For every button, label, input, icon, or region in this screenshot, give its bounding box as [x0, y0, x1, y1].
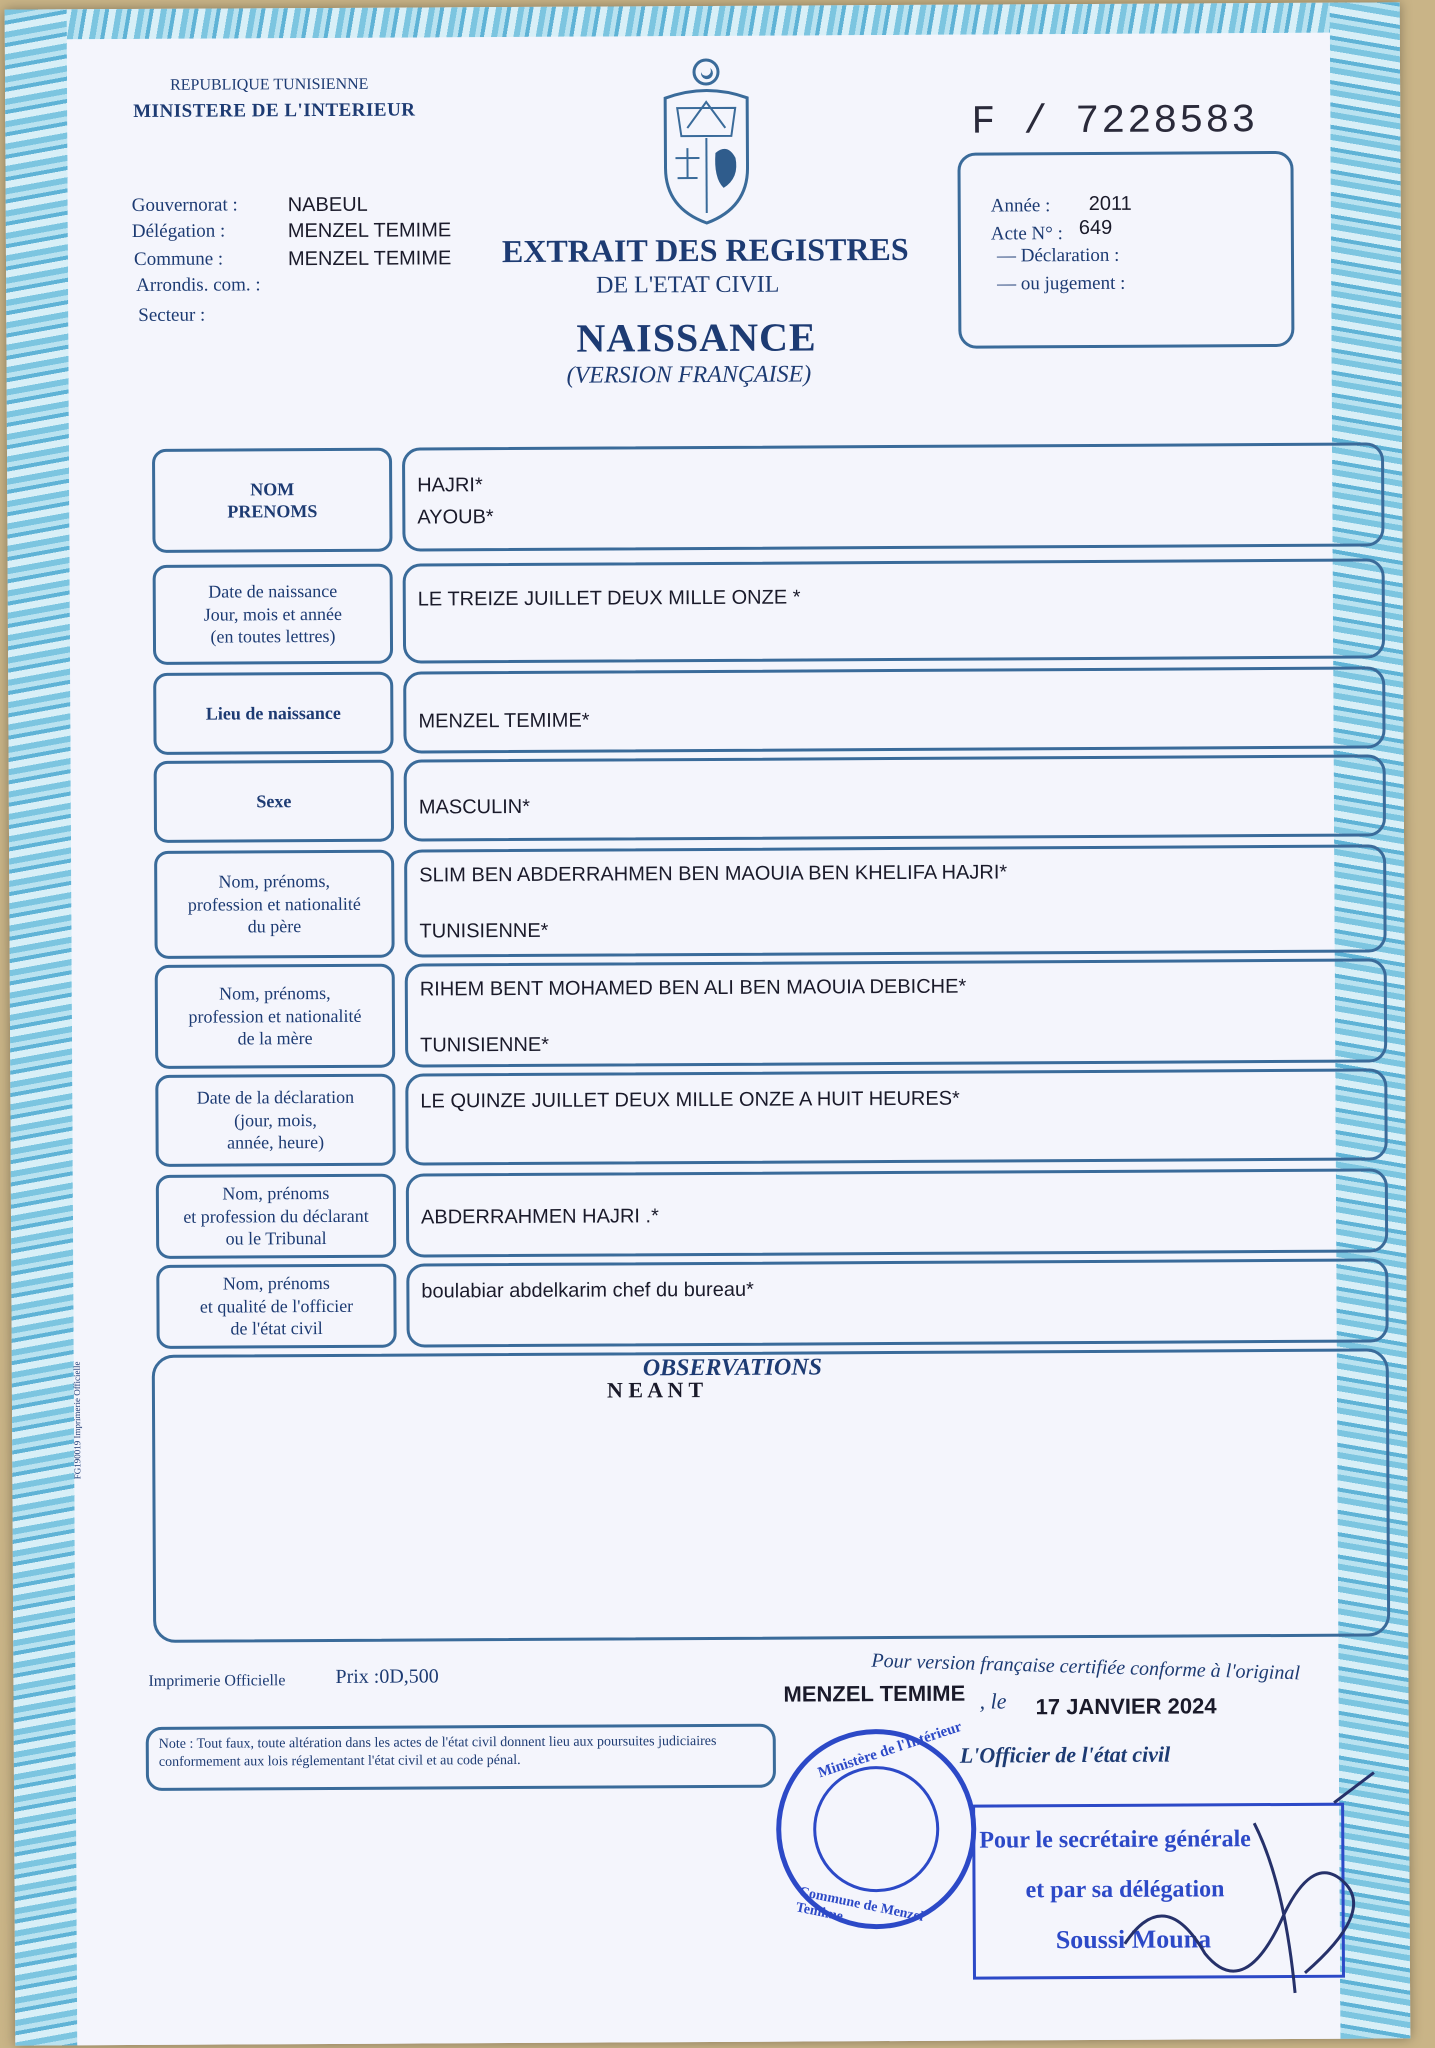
row-value-box-5 [405, 958, 1388, 1067]
commune-label: Commune : [133, 248, 224, 270]
row-value-8-0: boulabiar abdelkarim chef du bureau* [421, 1278, 754, 1303]
row-label-7: Nom, prénoms et profession du déclarant ou le Tribunal [156, 1174, 396, 1259]
republic-heading: REPUBLIQUE TUNISIENNE [170, 75, 369, 94]
row-value-3-0: MASCULIN* [418, 795, 531, 819]
observations-title: OBSERVATIONS [642, 1354, 823, 1382]
row-label-0: NOM PRENOMS [152, 448, 393, 553]
row-value-5-1: TUNISIENNE* [420, 1033, 550, 1057]
row-value-6-0: LE QUINZE JUILLET DEUX MILLE ONZE A HUIT HEURES* [420, 1087, 960, 1113]
certified-text: Pour version française certifiée conforme à l'original [871, 1649, 1301, 1685]
declaration-label: — Déclaration : [996, 244, 1120, 267]
annee-value: 2011 [1088, 192, 1132, 215]
gouvernorat-label: Gouvernorat : [131, 194, 238, 217]
delegation-label: Délégation : [131, 220, 226, 243]
secteur-label: Secteur : [138, 304, 206, 326]
document-title: EXTRAIT DES REGISTRES [501, 230, 909, 270]
row-value-box-1 [403, 558, 1386, 663]
official-round-stamp [776, 1718, 977, 1930]
acte-value: 649 [1078, 216, 1113, 240]
date-le-text: , le [979, 1688, 1007, 1714]
document-type: NAISSANCE [576, 314, 817, 361]
legal-note: Note : Tout faux, toute altération dans les actes de l'état civil donnent lieu aux poursuites judiciaires conformement aux lois réglementant l'état civil et au code pénal. [146, 1724, 776, 1791]
gouvernorat-value: NABEUL [287, 193, 368, 217]
place-text: MENZEL TEMIME [783, 1680, 966, 1707]
row-label-5: Nom, prénoms, profession et nationalité de la mère [155, 964, 396, 1069]
row-label-1: Date de naissance Jour, mois et année (en toutes lettres) [153, 564, 394, 665]
row-label-8: Nom, prénoms et qualité de l'officier de l'état civil [156, 1264, 396, 1349]
delegation-value: MENZEL TEMIME [287, 219, 452, 243]
ministry-heading: MINISTERE DE L'INTERIEUR [133, 99, 416, 122]
date-value: 17 JANVIER 2024 [1035, 1693, 1217, 1720]
document-subtitle: DE L'ETAT CIVIL [596, 271, 780, 299]
document-version: (VERSION FRANÇAISE) [566, 361, 812, 389]
observations-value: N E A N T [606, 1377, 704, 1403]
delegation-line-1: Pour le secrétaire générale [979, 1826, 1251, 1854]
acte-label: Acte N° : [990, 223, 1063, 245]
commune-value: MENZEL TEMIME [287, 247, 452, 271]
observations-box [152, 1348, 1390, 1642]
stamp-ring-top: Ministère de l'Intérieur [815, 1718, 964, 1782]
row-value-box-2 [403, 666, 1385, 753]
form-number: F / 7228583 [971, 99, 1258, 146]
row-value-5-0: RIHEM BENT MOHAMED BEN ALI BEN MAOUIA DEBICHE* [419, 975, 967, 1001]
row-value-1-0: LE TREIZE JUILLET DEUX MILLE ONZE * [417, 586, 801, 611]
printer-label: Imprimerie Officielle [148, 1672, 286, 1690]
jugement-label: — ou jugement : [997, 272, 1126, 295]
row-label-2: Lieu de naissance [153, 672, 393, 755]
coat-of-arms-icon [647, 58, 766, 229]
row-value-7-0: ABDERRAHMEN HAJRI .* [420, 1205, 659, 1229]
stamp-ring-bottom: Commune de Menzel Temime [794, 1884, 925, 1925]
row-value-4-1: TUNISIENNE* [419, 919, 549, 943]
stamp-emblem-icon [813, 1766, 940, 1893]
birth-certificate-document [5, 2, 1411, 2045]
side-print-code: FG190019 Imprimerie Officielle [71, 1361, 83, 1480]
row-value-box-7 [406, 1168, 1388, 1257]
row-label-4: Nom, prénoms, profession et nationalité du père [154, 850, 395, 959]
row-value-box-8 [406, 1258, 1388, 1347]
delegation-line-2: et par sa délégation [1025, 1876, 1225, 1904]
arrondissement-label: Arrondis. com. : [136, 274, 261, 296]
row-value-0-1: AYOUB* [417, 506, 494, 529]
row-value-box-4 [404, 844, 1387, 957]
row-label-6: Date de la déclaration (jour, mois, année, heure) [155, 1074, 395, 1167]
row-value-4-0: SLIM BEN ABDERRAHMEN BEN MAOUIA BEN KHELIFA HAJRI* [419, 861, 1008, 887]
row-value-box-3 [404, 754, 1386, 841]
price-label: Prix :0D,500 [335, 1665, 439, 1688]
signatory-name: Soussi Mouna [1055, 1924, 1212, 1955]
row-label-3: Sexe [154, 760, 394, 843]
decorative-border-left [5, 9, 78, 2045]
annee-label: Année : [990, 195, 1051, 217]
row-value-box-0 [402, 442, 1385, 551]
row-value-2-0: MENZEL TEMIME* [418, 709, 590, 733]
handwritten-signature [1104, 1762, 1395, 2014]
acte-box [957, 151, 1294, 349]
officer-title: L'Officier de l'état civil [959, 1741, 1171, 1768]
row-value-box-6 [405, 1068, 1387, 1165]
row-value-0-0: HAJRI* [417, 474, 483, 497]
